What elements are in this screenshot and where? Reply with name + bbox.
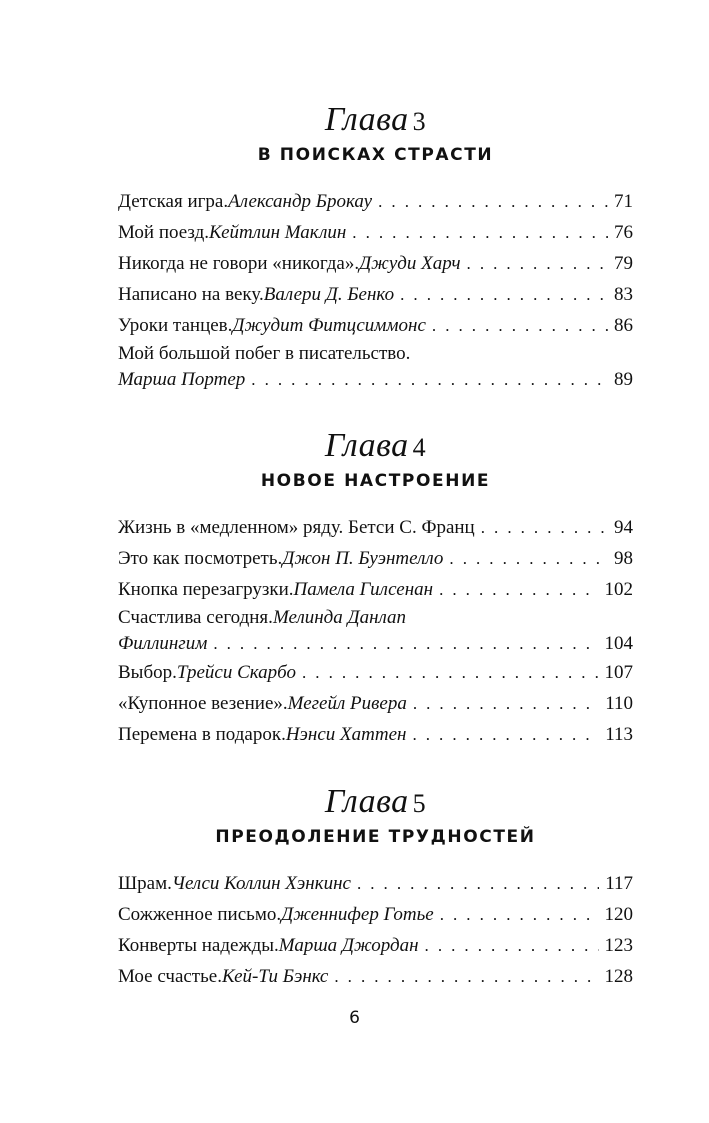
entry-title: Мое счастье.: [118, 966, 222, 987]
entry-page-number: 110: [605, 693, 633, 714]
dot-leader: [425, 930, 599, 961]
entry-list: [118, 868, 633, 992]
toc-entry[interactable]: [118, 186, 633, 217]
entry-title: Уроки танцев.: [118, 315, 233, 336]
dot-leader: [467, 248, 608, 279]
entry-page-number: 104: [604, 633, 633, 654]
entry-author: Кейтлин Маклин: [208, 222, 347, 243]
toc-entry[interactable]: [118, 688, 633, 719]
toc-entry[interactable]: [118, 868, 633, 899]
toc-entry[interactable]: [118, 217, 633, 248]
entry-author: Джон П. Буэнтелло: [282, 548, 444, 569]
toc-entry[interactable]: [118, 310, 633, 341]
entry-page-number: 117: [605, 873, 633, 894]
toc-entry[interactable]: [118, 543, 633, 574]
entry-page-number: 76: [614, 222, 633, 243]
chapter-number: 3: [412, 107, 427, 136]
toc-entry[interactable]: [118, 248, 633, 279]
entry-list: [118, 186, 633, 393]
entry-page-number: 128: [604, 966, 633, 987]
toc-entry[interactable]: [118, 512, 633, 543]
entry-page-number: 102: [604, 579, 633, 600]
dot-leader: [334, 961, 598, 992]
chapter-title: НОВОЕ НАСТРОЕНИЕ: [260, 471, 491, 491]
entry-page-number: 79: [614, 253, 633, 274]
dot-leader: [352, 217, 608, 248]
toc-entry[interactable]: [118, 961, 633, 992]
toc-entry[interactable]: [118, 719, 633, 750]
dot-leader: [213, 631, 598, 657]
entry-title: Мой большой побег в писательство.: [118, 343, 411, 364]
chapter-section: [118, 784, 633, 992]
entry-title: Кнопка перезагрузки.: [118, 579, 294, 600]
entry-title: «Купонное везение».: [118, 693, 288, 714]
entry-author: Мегейл Ривера: [287, 693, 407, 714]
page-number: 6: [349, 1008, 360, 1028]
entry-author: Александр Брокау: [228, 191, 373, 212]
entry-page-number: 86: [614, 315, 633, 336]
entry-title: Жизнь в «медленном» ряду. Бетси С. Франц: [118, 517, 475, 538]
chapter-heading: [118, 102, 633, 140]
chapter-title: В ПОИСКАХ СТРАСТИ: [257, 145, 494, 165]
entry-title: Сожженное письмо.: [118, 904, 282, 925]
dot-leader: [251, 367, 608, 393]
entry-page-number: 71: [614, 191, 633, 212]
entry-author: Трейси Скарбо: [176, 662, 296, 683]
toc-entry[interactable]: [118, 899, 633, 930]
entry-title: Перемена в подарок.: [118, 724, 286, 745]
toc-entry[interactable]: [118, 930, 633, 961]
dot-leader: [412, 719, 599, 750]
chapter-word: Глава: [324, 427, 409, 464]
dot-leader: [413, 688, 599, 719]
entry-title: Выбор.: [118, 662, 177, 683]
dot-leader: [302, 657, 599, 688]
entry-author: Джуди Харч: [359, 253, 461, 274]
entry-title: Конверты надежды.: [118, 935, 279, 956]
entry-author: Кей-Ти Бэнкс: [221, 966, 329, 987]
dot-leader: [378, 186, 608, 217]
entry-page-number: 113: [605, 724, 633, 745]
entry-author: Валери Д. Бенко: [263, 284, 395, 305]
entry-title: Это как посмотреть.: [118, 548, 283, 569]
entry-author: Марша Джордан: [278, 935, 419, 956]
chapter-word: Глава: [324, 783, 409, 820]
chapter-heading: [118, 428, 633, 466]
toc-entry[interactable]: [118, 341, 633, 393]
toc-entry[interactable]: [118, 279, 633, 310]
entry-title: Написано на веку.: [118, 284, 264, 305]
entry-author: Нэнси Хаттен: [285, 724, 407, 745]
entry-page-number: 120: [604, 904, 633, 925]
entry-page-number: 107: [604, 662, 633, 683]
entry-title: Шрам.: [118, 873, 172, 894]
entry-page-number: 123: [604, 935, 633, 956]
entry-title: Счастлива сегодня.: [118, 607, 273, 628]
entry-author-continued: Филлингим: [118, 633, 208, 654]
toc-entry[interactable]: [118, 657, 633, 688]
dot-leader: [357, 868, 599, 899]
dot-leader: [432, 310, 608, 341]
entry-title: Никогда не говори «никогда».: [118, 253, 360, 274]
entry-page-number: 94: [614, 517, 633, 538]
entry-title: Детская игра.: [118, 191, 229, 212]
chapter-section: [118, 102, 633, 393]
dot-leader: [449, 543, 608, 574]
entry-author: Мелинда Данлап: [272, 607, 407, 628]
dot-leader: [481, 512, 608, 543]
entry-list: [118, 512, 633, 750]
chapter-title: ПРЕОДОЛЕНИЕ ТРУДНОСТЕЙ: [215, 827, 536, 847]
entry-author: Джудит Фитцсиммонс: [232, 315, 426, 336]
dot-leader: [400, 279, 608, 310]
toc-entry[interactable]: [118, 574, 633, 605]
entry-page-number: 83: [614, 284, 633, 305]
chapter-heading: [118, 784, 633, 822]
dot-leader: [439, 574, 598, 605]
entry-author: Дженнифер Готье: [281, 904, 434, 925]
chapter-section: [118, 428, 633, 750]
chapter-word: Глава: [324, 101, 409, 138]
entry-title: Мой поезд.: [118, 222, 209, 243]
toc-entry[interactable]: [118, 605, 633, 657]
entry-page-number: 89: [614, 369, 633, 390]
chapter-number: 4: [412, 433, 427, 462]
entry-page-number: 98: [614, 548, 633, 569]
entry-author: Челси Коллин Хэнкинс: [171, 873, 351, 894]
dot-leader: [440, 899, 599, 930]
chapter-number: 5: [412, 789, 427, 818]
entry-author: Марша Портер: [118, 369, 246, 390]
entry-author: Памела Гилсенан: [293, 579, 434, 600]
